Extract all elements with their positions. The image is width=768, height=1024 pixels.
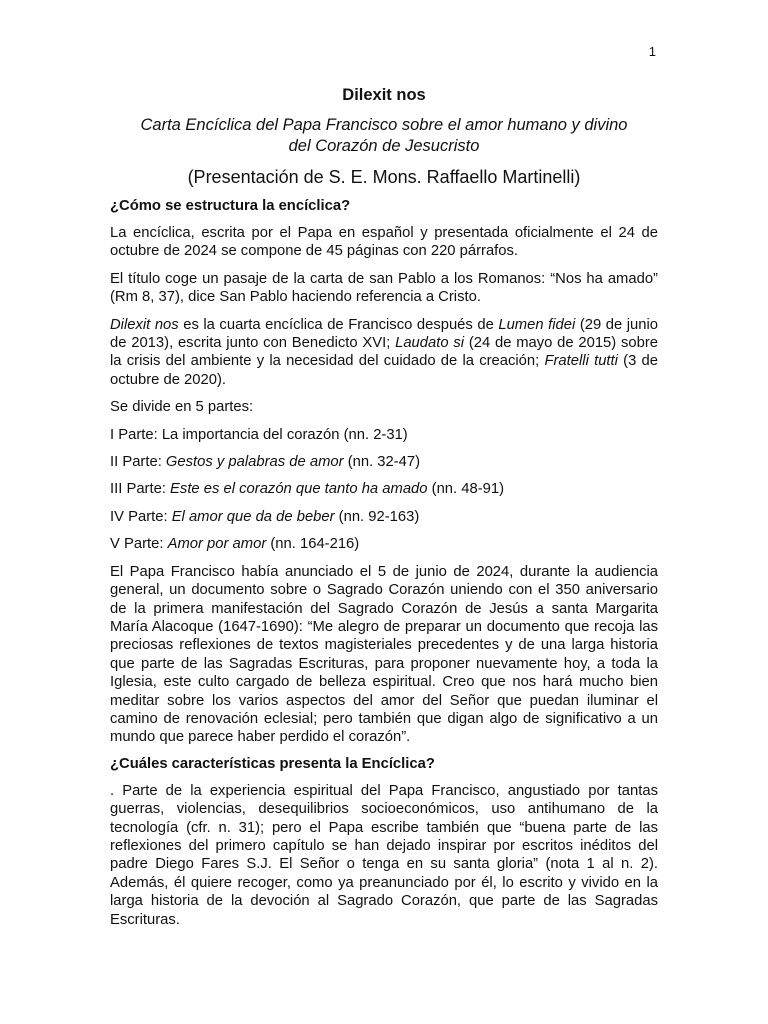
italic-lumen-fidei: Lumen fidei [498, 316, 576, 333]
part-item-2 [110, 453, 658, 471]
paragraph-characteristics: . Parte de la experiencia espiritual del Papa Francisco, angustiado por tantas guerras, violencias, desequilibrios socioeconómicos, uso antihumano de la tecnología (cfr. n. 31); pero el Papa escribe también que “buena parte de las reflexiones del primero capítulo se han dejado inspirar por escritos inéditos del padre Diego Fares S.J. El Señor o tenga en su santa gloria” (nota 1 al n. 2). Además, él quiere recoger, como ya preanunciado por él, lo escrito y vivido en la larga historia de la devoción al Sagrado Corazón, que parte de las Sagradas Escrituras. [110, 782, 658, 928]
part-title: El amor que da de beber [171, 508, 335, 525]
part-item-5 [110, 535, 658, 553]
subtitle-line-2: del Corazón de Jesucristo [288, 137, 480, 155]
presenter-line: (Presentación de S. E. Mons. Raffaello Martinelli) [187, 167, 581, 187]
paragraph-intro: La encíclica, escrita por el Papa en español y presentada oficialmente el 24 de octubre de 2024 se compone de 45 páginas con 220 párrafos. [110, 225, 658, 260]
paragraph-announcement: El Papa Francisco había anunciado el 5 de junio de 2024, durante la audiencia general, un documento sobre o Sagrado Corazón uniendo con el 350 aniversario de la primera manifestación del Sagrado Corazón de Jesús a santa Margarita María Alacoque (1647-1690): “Me alegro de preparar un documento que recoja las preciosas reflexiones de textos magisteriales precedentes y de una larga historia que parte de las Sagradas Escrituras, para proponer nuevamente hoy, a toda la Iglesia, este culto cargado de belleza espiritual. Creo que nos hará mucho bien meditar sobre los varios aspectos del amor del Señor que puedan iluminar el camino de renovación eclesial; pero también que digan algo de significativo a un mundo que parece haber perdido el corazón”. [110, 563, 658, 746]
part-title: Amor por amor [167, 536, 267, 553]
part-plain: (nn. 92-163) [334, 508, 420, 525]
text-span: (29 de junio de 2013), escrita junto con Benedicto XVI; [110, 316, 658, 352]
subtitle-line-1: Carta Encíclica del Papa Francisco sobre el amor humano y divino [140, 116, 628, 134]
part-plain: La importancia del corazón (nn. 2-31) [161, 426, 408, 443]
part-plain: (nn. 48-91) [427, 481, 505, 498]
part-item-1 [110, 426, 658, 444]
document-subtitle [110, 115, 658, 157]
part-prefix: V Parte: [110, 536, 168, 553]
page-number: 1 [648, 44, 656, 59]
section-heading-structure: ¿Cómo se estructura la encíclica? [110, 198, 351, 214]
italic-laudato-si: Laudato si [395, 335, 465, 352]
document-body [110, 86, 658, 938]
part-title: Gestos y palabras de amor [165, 454, 344, 471]
section-heading-characteristics: ¿Cuáles características presenta la Encíclica? [110, 755, 435, 772]
part-prefix: III Parte: [110, 481, 171, 498]
part-prefix: II Parte: [110, 454, 166, 471]
text-span: (3 de octubre de 2020). [110, 353, 659, 388]
part-prefix: IV Parte: [110, 508, 172, 525]
italic-fratelli-tutti: Fratelli tutti [544, 353, 618, 370]
part-plain: (nn. 164-216) [266, 536, 360, 553]
part-plain: (nn. 32-47) [343, 454, 421, 471]
text-span: (24 de mayo de 2015) sobre la crisis del ambiente y la necesidad del cuidado de la creación; [110, 335, 658, 370]
paragraph-parts-intro: Se divide en 5 partes: [110, 399, 254, 416]
part-prefix: I Parte: [110, 426, 162, 443]
document-title: Dilexit nos [342, 86, 426, 104]
part-title: Este es el corazón que tanto ha amado [170, 481, 428, 498]
italic-dilexit-nos: Dilexit nos [110, 316, 179, 333]
part-item-3 [110, 480, 658, 498]
paragraph-previous-encyclicals [110, 316, 658, 390]
part-item-4 [110, 508, 658, 526]
text-span: es la cuarta encíclica de Francisco después de [178, 316, 499, 333]
paragraph-title-origin: El título coge un pasaje de la carta de san Pablo a los Romanos: “Nos ha amado” (Rm 8, 37), dice San Pablo haciendo referencia a Cristo. [110, 270, 658, 306]
